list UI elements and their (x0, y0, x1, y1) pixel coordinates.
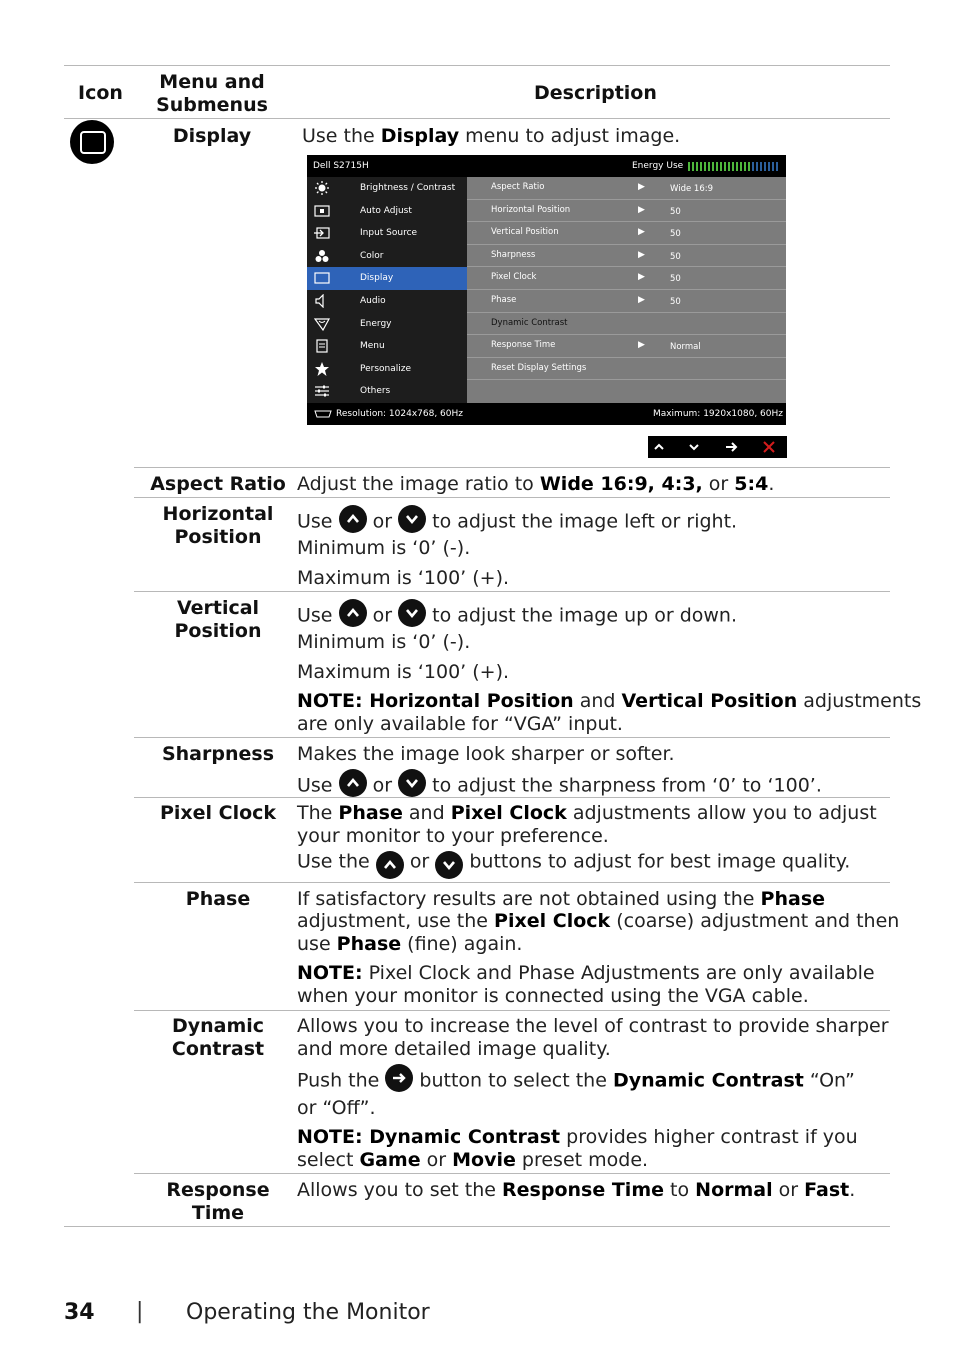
text: button to select the (419, 1069, 613, 1092)
osd-menu-label: Audio (360, 296, 386, 306)
text: or (372, 604, 393, 627)
horizontal-position-title (150, 503, 286, 549)
osd-menu-auto-adjust[interactable] (307, 200, 467, 223)
phase-line2 (297, 910, 899, 933)
vpos-note (297, 690, 921, 736)
hpos-max: Maximum is ‘100’ (+). (297, 567, 510, 589)
dyn-line1: Allows you to increase the level of contrast to provide sharper (297, 1015, 889, 1037)
enter-icon[interactable] (725, 441, 739, 453)
osd-setting-label: Reset Display Settings (491, 362, 587, 373)
display-title: Display (172, 125, 252, 147)
row-rule (134, 797, 890, 798)
text-bold: Pixel Clock (450, 802, 567, 824)
osd-display-submenu (467, 177, 786, 403)
energy-icon (314, 317, 330, 331)
osd-main-menu (307, 177, 467, 403)
display-intro (302, 125, 680, 148)
text: or (772, 1179, 805, 1201)
header-menu-line1: Menu and (159, 71, 265, 93)
text-bold: Normal (695, 1179, 773, 1201)
osd-setting-label: Response Time (491, 340, 556, 351)
osd-setting-value: 50 (670, 229, 681, 240)
response-time-title (150, 1179, 286, 1225)
title-line: Position (174, 620, 262, 642)
display-intro-bold: Display (380, 125, 460, 147)
text: provides higher contrast if you (560, 1126, 858, 1148)
resp-desc (297, 1179, 855, 1202)
aspect-ratio-title: Aspect Ratio (150, 473, 286, 495)
osd-menu-energy[interactable] (307, 313, 467, 336)
phase-line3 (297, 933, 522, 956)
osd-menu-audio[interactable] (307, 290, 467, 313)
phase-title: Phase (185, 888, 251, 910)
vertical-position-title (150, 597, 286, 643)
title-line: Vertical (176, 597, 260, 619)
text: or (372, 510, 393, 533)
title-line: Position (174, 526, 262, 548)
display-intro-pre: Use the (302, 125, 381, 147)
header-menu (150, 71, 274, 117)
text-bold: Vertical Position (621, 690, 798, 712)
row-rule (134, 882, 890, 883)
osd-model: Dell S2715H (313, 161, 369, 171)
down-button-icon (398, 599, 426, 627)
text: when your monitor is connected using the VGA cable. (297, 985, 809, 1007)
right-arrow-icon: ▶ (638, 204, 645, 215)
osd-setting-value: 50 (670, 274, 681, 285)
osd-setting-value: 50 (670, 251, 681, 262)
osd-menu-label: Brightness / Contrast (360, 183, 456, 193)
pixel-clock-title: Pixel Clock (159, 802, 277, 824)
title-line: Dynamic (171, 1015, 265, 1037)
brightness-icon (314, 181, 330, 195)
osd-setting-value: 50 (670, 206, 681, 217)
osd-setting-response-time[interactable] (467, 335, 786, 358)
text: to adjust the sharpness from ‘0’ to ‘100’. (432, 774, 822, 797)
enter-button-icon (385, 1064, 413, 1092)
title-line: Time (191, 1202, 245, 1224)
text: to adjust the image up or down. (432, 604, 738, 627)
text: . (849, 1179, 856, 1201)
right-arrow-icon: ▶ (638, 227, 645, 238)
text: Use (297, 510, 333, 533)
text: The (297, 802, 339, 824)
text-bold: Pixel Clock (494, 910, 611, 932)
osd-setting-label: Sharpness (491, 249, 536, 260)
right-arrow-icon: ▶ (638, 272, 645, 283)
row-rule (134, 1010, 890, 1011)
osd-setting-vertical-position[interactable] (467, 222, 786, 245)
osd-setting-pixel-clock[interactable] (467, 267, 786, 290)
phase-line1 (297, 888, 825, 911)
input-source-icon (314, 226, 330, 240)
header-icon: Icon (78, 82, 123, 104)
pixel-clock-line2: your monitor to your preference. (297, 825, 609, 847)
text: Use (297, 774, 333, 797)
header-menu-line2: Submenus (156, 94, 268, 116)
sharpness-title: Sharpness (161, 743, 275, 765)
text-bold: Phase (760, 888, 826, 910)
row-rule (134, 497, 890, 498)
text: to adjust the image left or right. (432, 510, 738, 533)
osd-setting-horizontal-position[interactable] (467, 200, 786, 223)
text: “On” (803, 1069, 855, 1092)
osd-menu-color[interactable] (307, 245, 467, 268)
vpos-min: Minimum is ‘0’ (-). (297, 631, 471, 653)
audio-icon (314, 294, 330, 308)
text: to (664, 1179, 696, 1201)
up-button-icon (376, 851, 404, 879)
osd-setting-label: Vertical Position (491, 227, 559, 238)
title-line: Response (166, 1179, 270, 1201)
title-line: Horizontal (162, 503, 274, 525)
display-intro-post: menu to adjust image. (459, 125, 681, 147)
up-icon[interactable] (653, 441, 665, 453)
osd-screenshot (307, 155, 786, 425)
text: . (768, 473, 775, 495)
osd-menu-label: Color (360, 250, 384, 261)
menu-icon (314, 339, 330, 353)
text-bold: Dynamic Contrast (612, 1069, 804, 1092)
text-bold: Response Time (502, 1179, 665, 1201)
osd-menu-label: Auto Adjust (360, 205, 412, 216)
dyn-line3 (297, 1067, 855, 1095)
text: or (420, 1149, 453, 1171)
osd-maximum: Maximum: 1920x1080, 60Hz (652, 409, 783, 419)
text: adjustments allow you to adjust (566, 802, 877, 824)
right-arrow-icon: ▶ (638, 295, 645, 305)
osd-setting-label: Pixel Clock (491, 272, 537, 283)
others-icon (314, 384, 330, 398)
table-bottom-rule (64, 1226, 890, 1227)
table-top-rule (64, 65, 890, 66)
osd-menu-label: Personalize (360, 363, 412, 374)
osd-title-bar (307, 155, 786, 177)
text-bold: NOTE: Horizontal Position (297, 690, 574, 712)
osd-energy-label: Energy Use (632, 161, 684, 171)
row-rule (134, 591, 890, 592)
osd-menu-label: Menu (360, 341, 385, 352)
osd-menu-others[interactable] (307, 380, 467, 403)
pixel-clock-line3 (297, 848, 850, 876)
star-icon (314, 362, 330, 376)
hpos-min: Minimum is ‘0’ (-). (297, 537, 471, 559)
osd-setting-label: Horizontal Position (491, 204, 571, 215)
osd-menu-label: Input Source (360, 228, 418, 239)
text: Push the (297, 1069, 380, 1092)
footer-separator: | (136, 1299, 144, 1324)
text: select (297, 1149, 360, 1171)
sharpness-line1: Makes the image look sharper or softer. (297, 743, 675, 765)
osd-status-bar (307, 403, 786, 425)
osd-setting-label: Phase (491, 295, 517, 305)
color-icon (314, 249, 330, 263)
text: adjustment, use the (297, 910, 495, 932)
text: buttons to adjust for best image quality. (469, 850, 851, 873)
display-icon (314, 271, 330, 285)
up-button-icon (339, 505, 367, 533)
footer-title: Operating the Monitor (186, 1300, 430, 1325)
text-bold: NOTE: Dynamic Contrast (297, 1126, 561, 1148)
osd-setting-aspect-ratio[interactable] (467, 177, 786, 200)
osd-setting-value: Normal (670, 342, 701, 353)
osd-menu-brightness[interactable] (307, 177, 467, 200)
up-button-icon (339, 599, 367, 627)
exit-icon[interactable] (762, 440, 776, 454)
energy-meter (688, 162, 778, 171)
osd-setting-phase[interactable] (467, 290, 786, 313)
dynamic-contrast-title (150, 1015, 286, 1061)
row-rule (134, 737, 890, 738)
header-rule (64, 118, 890, 119)
osd-setting-label: Dynamic Contrast (491, 317, 568, 328)
text: Use (297, 604, 333, 627)
right-arrow-icon: ▶ (638, 249, 645, 260)
osd-menu-display[interactable] (307, 267, 467, 290)
osd-resolution: Resolution: 1024x768, 60Hz (336, 409, 463, 419)
down-button-icon (398, 505, 426, 533)
sharpness-line2 (297, 772, 822, 800)
right-arrow-icon: ▶ (638, 340, 645, 351)
text-bold: 5:4 (734, 473, 769, 495)
text-bold: NOTE: (297, 962, 363, 984)
text-bold: Game (359, 1149, 421, 1171)
down-button-icon (435, 851, 463, 879)
text: or (409, 850, 430, 873)
text: and (402, 802, 451, 824)
text-bold: Wide 16:9, 4:3, (539, 473, 703, 495)
right-arrow-icon: ▶ (638, 182, 645, 192)
text-bold: Phase (336, 933, 402, 955)
osd-menu-label: Others (360, 386, 391, 397)
osd-menu-label: Display (360, 273, 394, 284)
text: or (702, 473, 735, 495)
dyn-line2: and more detailed image quality. (297, 1038, 611, 1060)
osd-setting-value: Wide 16:9 (670, 184, 713, 194)
input-connector-icon (314, 410, 332, 418)
text: adjustments (797, 690, 922, 712)
text: and (573, 690, 622, 712)
vpos-line1 (297, 602, 737, 630)
osd-setting-sharpness[interactable] (467, 245, 786, 268)
text: Allows you to set the (297, 1179, 503, 1201)
phase-note (297, 962, 875, 1008)
text: (fine) again. (401, 933, 523, 955)
text: use (297, 933, 337, 955)
display-icon (70, 120, 114, 164)
auto-adjust-icon (314, 204, 330, 218)
aspect-ratio-desc (297, 473, 774, 496)
down-icon[interactable] (688, 441, 700, 453)
text: or (372, 774, 393, 797)
header-description: Description (534, 82, 657, 104)
osd-menu-input-source[interactable] (307, 222, 467, 245)
vpos-max: Maximum is ‘100’ (+). (297, 661, 510, 683)
text: Adjust the image ratio to (297, 473, 540, 495)
osd-setting-label: Aspect Ratio (491, 182, 545, 192)
text-bold: Phase (338, 802, 403, 824)
text: are only available for “VGA” input. (297, 713, 623, 735)
osd-setting-reset-display[interactable] (467, 358, 786, 381)
up-button-icon (339, 769, 367, 797)
dyn-note (297, 1126, 858, 1172)
osd-menu-menu[interactable] (307, 335, 467, 358)
hpos-line1 (297, 508, 737, 536)
osd-setting-dynamic-contrast[interactable] (467, 313, 786, 336)
row-rule (134, 1173, 890, 1174)
osd-menu-label: Energy (360, 318, 392, 329)
text: If satisfactory results are not obtained using the (297, 888, 761, 910)
page-number: 34 (64, 1300, 95, 1325)
text-bold: Movie (452, 1149, 516, 1171)
text: preset mode. (515, 1149, 649, 1171)
row-rule (134, 467, 890, 468)
text-bold: Fast (804, 1179, 850, 1201)
dyn-line4: or “Off”. (297, 1097, 376, 1119)
text: Pixel Clock and Phase Adjustments are only available (362, 962, 875, 984)
text: Use the (297, 850, 370, 873)
down-button-icon (398, 769, 426, 797)
osd-setting-value: 50 (670, 297, 681, 307)
text: (coarse) adjustment and then (610, 910, 900, 932)
osd-menu-personalize[interactable] (307, 358, 467, 381)
pixel-clock-line1 (297, 802, 877, 825)
osd-nav-bar (648, 436, 787, 458)
title-line: Contrast (171, 1038, 265, 1060)
